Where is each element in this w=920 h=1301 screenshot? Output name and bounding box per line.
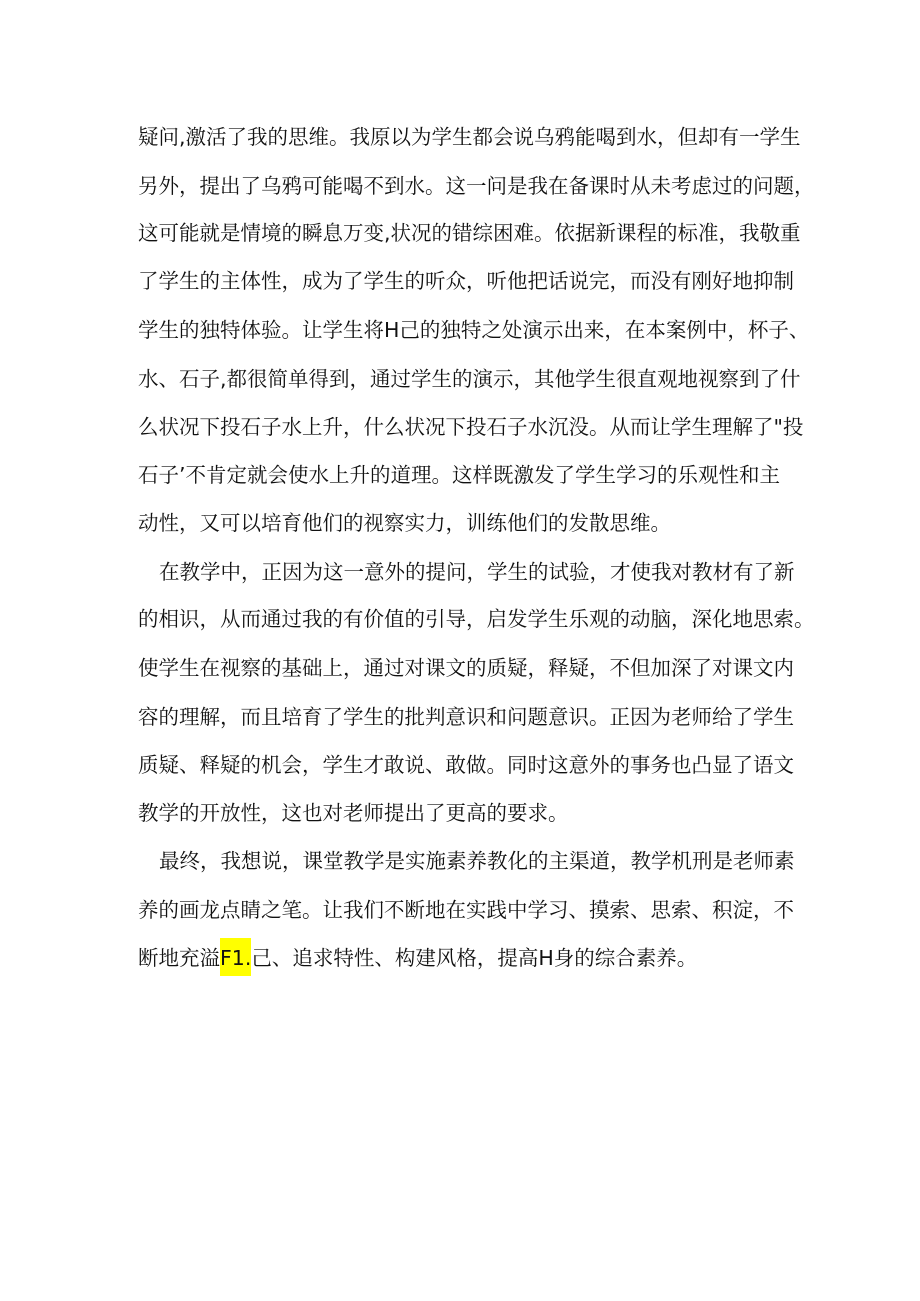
text-line: 么状况下投石子水上升，什么状况下投石子水沉没。从而让学生理解了"投	[138, 415, 804, 439]
text-line: 这可能就是情境的瞬息万变,状况的错综困难。依据新课程的标准，我敬重	[138, 221, 801, 245]
text-line: 学生的独特体验。让学生将H己的独特之处演示出来，在本案例中，杯子、	[138, 318, 810, 342]
highlighted-text: F1.	[220, 938, 251, 976]
text-line: 质疑、释疑的机会，学生才敢说、敢做。同时这意外的事务也凸显了语文	[138, 753, 794, 777]
text-line: 容的理解，而且培育了学生的批判意识和问题意识。正因为老师给了学生	[138, 705, 794, 729]
text-line: 水、石子,都很简单得到，通过学生的演示，其他学生很直观地视察到了什	[138, 367, 801, 391]
text-line: 动性，又可以培育他们的视察实力，训练他们的发散思维。	[138, 511, 671, 535]
paragraph-first-line: 最终，我想说，课堂教学是实施素养教化的主渠道，教学机刑是老师素	[159, 849, 795, 873]
text-line: 使学生在视察的基础上，通过对课文的质疑，释疑，不但加深了对课文内	[138, 656, 794, 680]
text-segment: 断地充溢	[138, 946, 220, 970]
text-line-final	[138, 944, 697, 972]
text-line: 教学的开放性，这也对老师提出了更高的要求。	[138, 801, 569, 825]
text-line: 另外，提出了乌鸦可能喝不到水。这一问是我在备课时从未考虑过的问题，	[138, 174, 815, 198]
paragraph-first-line: 在教学中，正因为这一意外的提问，学生的试验，才使我对教材有了新	[159, 560, 795, 584]
text-line: 的相识，从而通过我的有价值的引导，启发学生乐观的动脑，深化地思索。	[138, 607, 815, 631]
text-line: 养的画龙点睛之笔。让我们不断地在实践中学习、摸索、思索、积淀，不	[138, 898, 794, 922]
text-line: 了学生的主体性，成为了学生的听众，听他把话说完，而没有刚好地抑制	[138, 269, 794, 293]
text-line: 疑问,激活了我的思维。我原以为学生都会说乌鸦能喝到水，但却有一学生	[138, 125, 801, 149]
text-segment: 己、追求特性、构建风格，提高H身的综合素养。	[251, 946, 698, 970]
text-line: 石子’不肯定就会使水上升的道理。这样既激发了学生学习的乐观性和主	[138, 463, 781, 487]
